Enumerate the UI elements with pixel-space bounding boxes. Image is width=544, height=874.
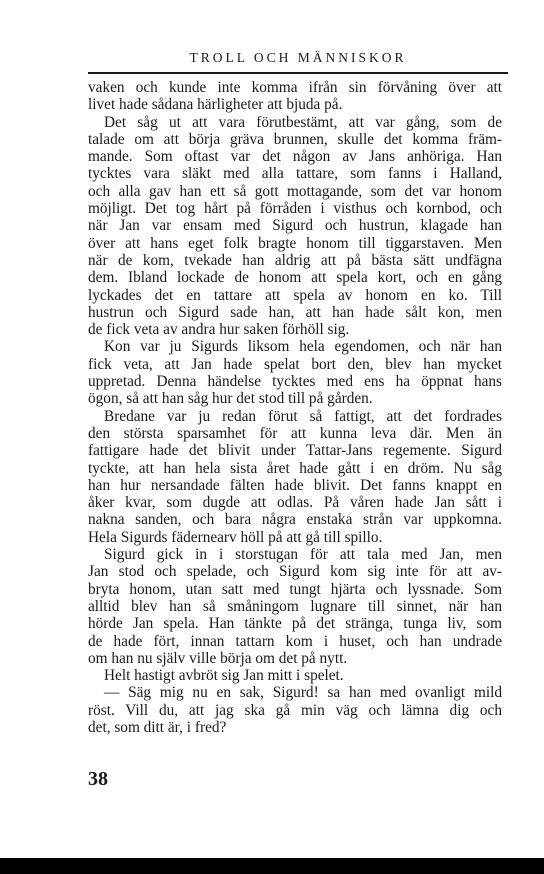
text-line: lyckades det en tattare att spela av honom en ko. Till: [88, 286, 502, 304]
text-line: han hur nersandade fälten hade blivit. Det fanns knappt en: [88, 476, 502, 494]
text-line: fick veta, att Jan hade spelat bort den, blev han mycket: [88, 355, 502, 373]
text-line: när Jan var ensam med Sigurd och hustrun, klagade han: [88, 217, 502, 235]
text-line: ögon, så att han såg hur det stod till på gården.: [88, 390, 373, 408]
text-line: åker kvar, som dugde att odlas. På våren hade Jan sått i: [88, 494, 502, 512]
text-line: livet hade sådana härligheter att bjuda på.: [88, 96, 343, 114]
text-line: över att hans eget folk bragte honom till tiggarstaven. Men: [88, 234, 502, 252]
text-line: — Säg mig nu en sak, Sigurd! sa han med ovanligt mild: [104, 684, 502, 702]
text-line: den största sparsamhet för att kunna leva där. Men än: [88, 424, 502, 442]
text-line: när de kom, tvekade han aldrig att på bästa sätt undfägna: [88, 251, 502, 269]
text-line: Hela Sigurds fädernearv höll på att gå till spillo.: [88, 528, 383, 546]
text-line: bryta honom, utan satt med tungt hjärta och lyssnade. Som: [88, 580, 502, 598]
text-line: mande. Som oftast var det någon av Jans anhöriga. Han: [88, 148, 502, 166]
text-line: nakna sanden, och bara några enstaka strån var uppkomna.: [88, 511, 502, 529]
text-line: uppretad. Denna händelse tycktes med ens ha öppnat hans: [88, 373, 502, 391]
text-line: det, som ditt är, i fred?: [88, 718, 227, 736]
body-text: [88, 79, 502, 736]
page-number: 38: [88, 768, 108, 790]
text-line: om han nu själv ville börja om det på nytt.: [88, 649, 348, 667]
text-line: möjligt. Det tog hårt på förråden i visthus och kornbod, och: [88, 200, 502, 218]
text-line: hörde Jan spela. Han tänkte på det stränga, tunga liv, som: [88, 615, 502, 633]
text-line: tyckte, att han hela sista året hade gått i en dröm. Nu såg: [88, 459, 502, 477]
text-line: tycktes vara släkt med alla tattare, som fanns i Halland,: [88, 165, 502, 183]
text-line: hustrun och Sigurd sade han, att han hade sålt kon, men: [88, 303, 502, 321]
text-line: röst. Vill du, att jag ska gå min väg och lämna dig och: [88, 701, 502, 719]
text-line: fattigare hade det blivit under Tattar-Jans regemente. Sigurd: [88, 442, 502, 460]
text-line: Helt hastigt avbröt sig Jan mitt i spelet.: [104, 667, 344, 685]
text-line: Bredane var ju redan förut så fattigt, att det fordrades: [104, 407, 502, 425]
text-line: Kon var ju Sigurds liksom hela egendomen, och när han: [104, 338, 502, 356]
scan-edge-bar: [0, 858, 544, 874]
text-line: de fick veta av andra hur saken förhöll sig.: [88, 321, 350, 339]
text-line: talade om att börja gräva brunnen, skulle det komma främ-: [88, 130, 502, 148]
text-line: Det såg ut att vara förutbestämt, att var gång, som de: [104, 113, 502, 131]
text-line: dem. Ibland lockade de honom att spela kort, och en gång: [88, 269, 502, 287]
text-line: Sigurd gick in i storstugan för att tala med Jan, men: [104, 546, 502, 564]
header-rule: [88, 72, 508, 74]
text-line: och alla gav han ett så gott mottagande, som det var honom: [88, 182, 502, 200]
text-line: vaken och kunde inte komma ifrån sin förvåning över att: [88, 79, 502, 96]
text-line: alltid blev han så småningom lugnare till sinnet, när han: [88, 597, 502, 615]
text-line: Jan stod och spelade, och Sigurd kom sig inte för att av-: [88, 563, 502, 581]
text-line: de hade fört, innan tattarn kom i huset, och han undrade: [88, 632, 502, 650]
running-head: TROLL OCH MÄNNISKOR: [189, 50, 407, 65]
